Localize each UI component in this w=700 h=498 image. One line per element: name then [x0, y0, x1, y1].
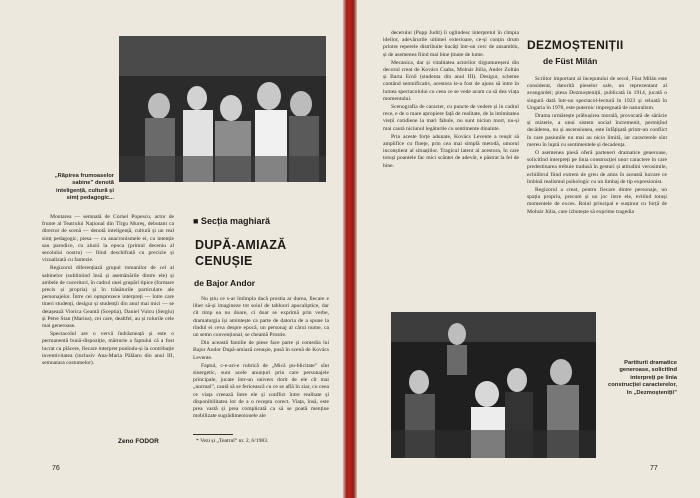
left-col1-paragraph: Montarea — semnată de Cornel Popescu, actor de frunte al Teatrului Național din Tîrgu Mureș, debutant ca director de scenă — denotă inteligență, cultură și un real simț pedagogic, piesa — cu anacronismele ei, cu intenție sau parodice, cu aluzii la epoca (primul deceniu al secolului nostru) — fiind deschifrată cu precizie și vizualizată cu fantezie.: [42, 214, 174, 264]
left-photo-sabine: [119, 36, 326, 182]
right-page: [357, 0, 700, 498]
right-photo-dezmosteniti: [391, 312, 596, 458]
article-title-line1: DUPĂ-AMIAZĂ: [195, 238, 287, 252]
left-photo-caption: „Răpirea frumoaselor sabine” denotă inteligență, cultură și simț pedagogic...: [54, 173, 114, 202]
left-col2-paragraph: Nu știu ce s-ar întîmpla dacă prostia ar durea, fiecare e liber să-și imagineze tot soiul de tablouri apocaliptice, dar cît timp ea nu doare, ci doar se exprimă prin verbe, dramaturgia își amintește ca parte de datoria de a spune la rîndul ei ceva despre epocă, un personaj al cărui nume, ca un semn convențional, se cheamă Prostie.: [193, 296, 329, 339]
page-number-right: 77: [650, 465, 658, 472]
right-col2-paragraph: O asemenea piesă oferă parteneri dramatice generoase, solicitînd interpreți pe linia construcției unor caractere în care predestinarea trebuie tradusă în gesturi și atitudini verosimile, echilibrul fiind extrem de greu de atins în această lucrare ce îmbină realismul psihologic cu un limbaj de tip expresionist.: [527, 150, 667, 185]
right-col2-paragraph: Regizorul a creat, pentru fiecare dintre personaje, un spațiu propriu, precum și un joc între ele, evitînd totuși momentele de exces. Rolul principal e susținut cu forță de Molnár Júlia, care izbutește să exprime tragedia: [527, 187, 667, 215]
footnote: * Vezi și „Teatrul” nr. 2, 6/1983.: [196, 438, 269, 444]
left-column-1: [42, 214, 174, 368]
footnote-rule: [193, 434, 233, 435]
article-title-right: DEZMOȘTENIȚII: [527, 38, 624, 52]
page-number-left: 76: [52, 465, 60, 472]
article-title-line2: CENUȘIE: [195, 254, 253, 268]
left-col2-paragraph: Faptul, c-e-ari-e rubrică de „Mică pu-blicitate” sînt sinergetic, sunt acele anunțuri prin care personajele principale, jucate într-un univers dorit de ele cît mai „normal”, caută să se fericească cu ce se află în ziar, cu ceea ce viața creează între ele și conflict între realitate și disponibilitatea lor de a o recepta corect. Viața, însă, este prea vastă și prea complicată ca să se poată menține mobilizate sugrădimenionele ale: [193, 362, 329, 420]
left-col1-paragraph: Regizorul diferențiază grupul romanilor de cel al sabinelor (subliniind însă și asemănările dintre ele) și ambele de cuceritori, în cadrul unei grupări tipice (formare precis și propria) și în trăsăturile particulare ale personajelor. Între cei optsprezece interpreți — între care tineri studenți, desigur și studenții din anul mai mici — se detașează Viorica Geantă (Sceptia), Daniel Vulcu (Sergiu) și Petre Stan (Marius), cei care, dealtfel, au și rolurile cele mai generoase.: [42, 265, 174, 330]
right-col1-paragraph: Scenografia de caracter, cu puncte de vedere și în cadrul rece, e de o mare apropiere față de realitate, de la intimitatea vieții cotidiene la mari fabule, nu sunt niciun mort, nu-și mai caută niciunul legăturile cu sentimente dinainte.: [383, 104, 519, 132]
right-column-1: [383, 30, 519, 171]
left-col1-paragraph: Spectacolul are o vervă îndrăzneață și este o permanentă bună-dispoziție, mărturie a faptului că a fost lucrat cu plăcere, fiecare interpret punîndu-și la contribuție inventivitatea (inclusiv Ana-Maria Pălăaru din anul III, semnatara costumelor).: [42, 331, 174, 367]
author-signature: Zeno FODOR: [118, 438, 159, 445]
article-byline: de Bajor Andor: [194, 278, 256, 288]
right-col1-paragraph: decerului (Pupp Judit) îi oglindesc interpretul în cîmpia ideilor, adevărurile ultimei exterioare, ce-și conțin drum printre reperele distribuite bucăți într-un cerc de ansamblu, și de asemenea fiind mai bine ținute de lume.: [383, 30, 519, 58]
right-col1-paragraph: Mecanica, dar și vitalitatea actorilor tîrgumureșeni din decorul creat de Kovács Csaba, Molnár Júlia, Ander Zoltán și Barta Ernő (studenta din anul III). Desigur, scheme contând semnificativ, acestora le-a fost de ajuns să intre în lumea spectacolului cu ceea ce se vede acum ca să dea viața momentului.: [383, 59, 519, 102]
article-byline-right: de Füst Milán: [543, 56, 598, 66]
right-col2-paragraph: Scriitor important al începutului de secol, Füst Milán este considerat, datorită pieselor sale, un reprezentant al avangardei; piesa Dezmoșteniții, publicată în 1914, jucată o singură dată într-un spectacol-lectură în 1923 și reluată în Ungaria în 1978, este puternic impregnată de naturalism.: [527, 76, 667, 111]
left-page: [0, 0, 343, 498]
book-spine: [343, 0, 357, 498]
right-col1-paragraph: Prin aceste forțe adunate, Kovács Levente a reușit să amplifice cu finețe, prin cea mai simplă metodă, umorul inconștient al situațiilor. Tragicul latent al acestora, în care totuși poantele fac mici scântei de adevăr, e păstrat la fel de bine.: [383, 133, 519, 169]
section-label: ■ Secția maghiară: [193, 216, 270, 226]
right-photo-caption: Partiturii dramatice generoase, solicitînd interpreți pe linia construcției caracterelor, în „Dezmoșteniții”: [608, 360, 677, 396]
left-col2-paragraph: Din această familie de piese face parte și comedia lui Bajor Andor După-amiază cenușie, pusă în scenă de Kovács Levente.: [193, 340, 329, 361]
right-column-2: [527, 76, 667, 217]
right-col2-paragraph: Drama urmărește prăbușirea morală, provocată de sărăcie și mizerie, a unui sistem social încremenit, permițînd decăderea, nu și ascensiunea, este înfățișată printr-un conflict în care pasiunile nu mai au nicio limită, iar caracterele sînt mereu în luptă cu sentimentele și decadența.: [527, 113, 667, 148]
left-column-2: [193, 296, 329, 421]
